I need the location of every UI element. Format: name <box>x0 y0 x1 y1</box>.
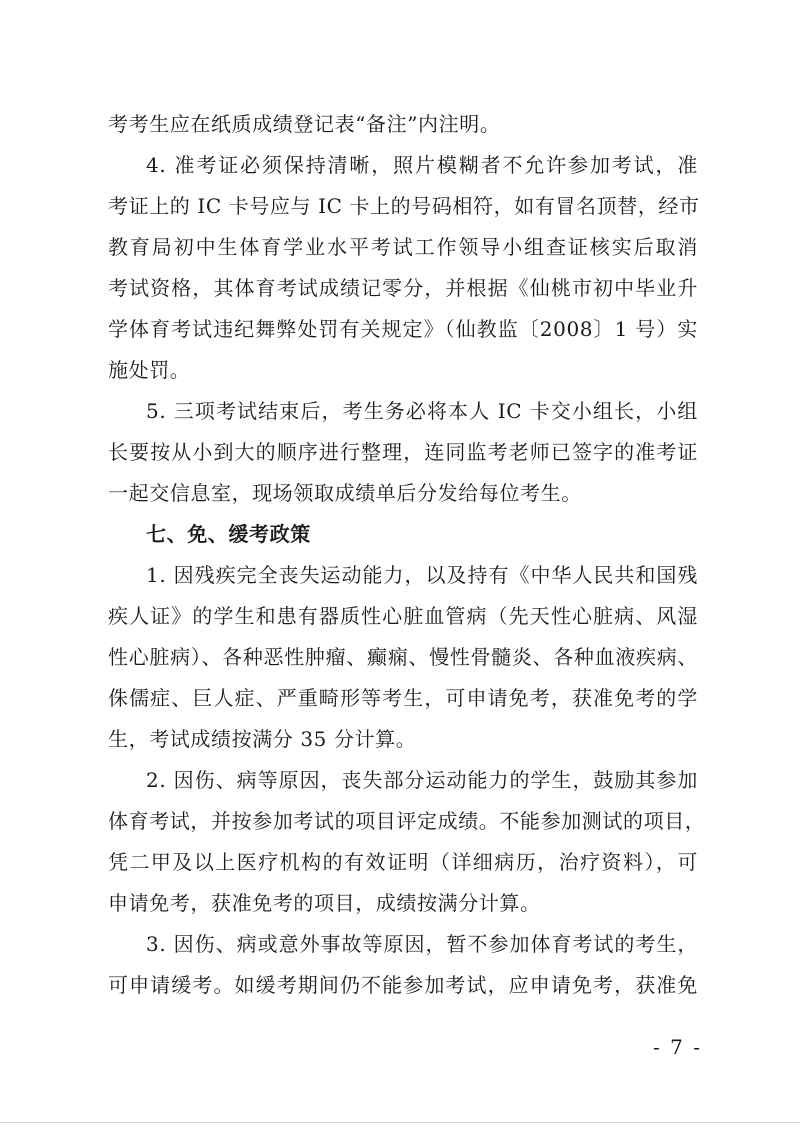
paragraph-line: 性心脏病）、各种恶性肿瘤、癫痫、慢性骨髓炎、各种血液疾病、 <box>108 645 698 669</box>
paragraph-line: 体育考试，并按参加考试的项目评定成绩。不能参加测试的项目， <box>108 809 706 833</box>
scan-edge-divider <box>0 1122 800 1123</box>
paragraph-line: 生，考试成绩按满分 35 分计算。 <box>108 727 417 751</box>
paragraph-line: 侏儒症、巨人症、严重畸形等考生，可申请免考，获准免考的学 <box>108 686 698 710</box>
paragraph-line: 凭二甲及以上医疗机构的有效证明（详细病历，治疗资料），可 <box>108 850 698 874</box>
paragraph-line: 考考生应在纸质成绩登记表“备注”内注明。 <box>108 112 501 136</box>
paragraph-line: 申请免考，获准免考的项目，成绩按满分计算。 <box>108 891 541 915</box>
paragraph-line: 长要按从小到大的顺序进行整理，连同监考老师已签字的准考证 <box>108 440 698 464</box>
section-heading: 七、免、缓考政策 <box>146 522 311 546</box>
paragraph-line: 学体育考试违纪舞弊处罚有关规定》（仙教监〔2008〕1 号）实 <box>108 317 698 341</box>
paragraph-line: 一起交信息室，现场领取成绩单后分发给每位考生。 <box>108 481 582 505</box>
paragraph-line: 3. 因伤、病或意外事故等原因，暂不参加体育考试的考生， <box>146 932 698 956</box>
paragraph-line: 5. 三项考试结束后，考生务必将本人 IC 卡交小组长，小组 <box>146 399 698 423</box>
paragraph-line: 考证上的 IC 卡号应与 IC 卡上的号码相符，如有冒名顶替，经市 <box>108 194 700 218</box>
paragraph-line: 1. 因残疾完全丧失运动能力，以及持有《中华人民共和国残 <box>146 563 698 587</box>
paragraph-line: 施处罚。 <box>108 358 191 382</box>
paragraph-line: 考试资格，其体育考试成绩记零分，并根据《仙桃市初中毕业升 <box>108 276 698 300</box>
paragraph-line: 4. 准考证必须保持清晰，照片模糊者不允许参加考试，准 <box>146 153 698 177</box>
page-number: - 7 - <box>653 1035 702 1059</box>
paragraph-line: 疾人证》的学生和患有器质性心脏血管病（先天性心脏病、风湿 <box>108 604 698 628</box>
paragraph-line: 2. 因伤、病等原因，丧失部分运动能力的学生，鼓励其参加 <box>146 768 698 792</box>
paragraph-line: 教育局初中生体育学业水平考试工作领导小组查证核实后取消 <box>108 235 698 259</box>
paragraph-line: 可申请缓考。如缓考期间仍不能参加考试，应申请免考，获准免 <box>108 973 698 997</box>
